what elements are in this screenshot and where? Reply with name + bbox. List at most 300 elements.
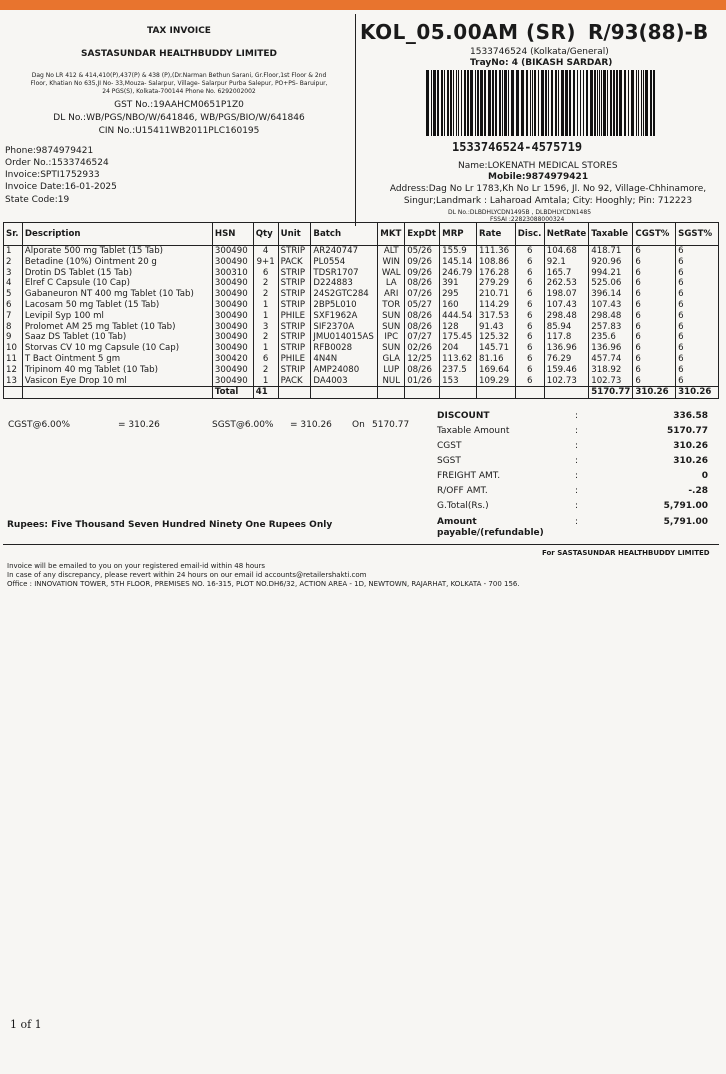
table-cell: 24S2GTC284	[311, 289, 378, 300]
order-center: 1533746524 (Kolkata/General)	[470, 47, 609, 57]
table-row	[4, 268, 719, 279]
table-cell: 2	[253, 332, 278, 343]
column-header: Qty	[253, 223, 278, 246]
table-cell: 10	[4, 343, 23, 354]
barcode-bar	[461, 70, 462, 136]
table-cell: 6	[676, 268, 719, 279]
table-cell: 6	[676, 278, 719, 289]
table-cell: 6	[633, 332, 676, 343]
barcode-bar	[477, 70, 479, 136]
table-cell: Tripinom 40 mg Tablet (10 Tab)	[22, 365, 212, 376]
barcode-bar	[447, 70, 449, 136]
table-cell: 176.28	[477, 268, 516, 279]
table-cell: STRIP	[278, 300, 311, 311]
table-row	[4, 300, 719, 311]
total-cell	[278, 387, 311, 399]
table-cell: 300310	[212, 268, 253, 279]
table-cell: 6	[515, 376, 544, 387]
table-cell: 02/26	[405, 343, 440, 354]
table-cell: 9	[4, 332, 23, 343]
total-label: Total	[212, 387, 253, 399]
table-row	[4, 354, 719, 365]
table-cell: SUN	[378, 311, 405, 322]
barcode-bar	[530, 70, 531, 136]
barcode-bar	[573, 70, 575, 136]
total-cell	[311, 387, 378, 399]
sgst-rate-label: SGST@6.00%	[212, 420, 274, 430]
summary-label: FREIGHT AMT.	[437, 471, 501, 481]
table-cell: 300420	[212, 354, 253, 365]
table-cell: PACK	[278, 376, 311, 387]
table-cell: STRIP	[278, 322, 311, 333]
customer-name: Name:LOKENATH MEDICAL STORES	[458, 161, 618, 171]
barcode-bar	[603, 70, 606, 136]
table-cell: 05/27	[405, 300, 440, 311]
summary-value: 310.26	[673, 441, 708, 451]
table-cell: 81.16	[477, 354, 516, 365]
table-cell: 8	[4, 322, 23, 333]
state-code: State Code:19	[5, 195, 70, 205]
column-header: SGST%	[676, 223, 719, 246]
table-cell: NUL	[378, 376, 405, 387]
table-cell: 145.14	[440, 257, 477, 268]
table-cell: 6	[633, 376, 676, 387]
barcode-bar	[431, 70, 432, 136]
table-header-row	[4, 223, 719, 246]
table-cell: 09/26	[405, 268, 440, 279]
table-cell: 6	[633, 257, 676, 268]
seller-header-block	[3, 14, 356, 226]
table-cell: 6	[633, 278, 676, 289]
page-number: 1 of 1	[10, 1018, 42, 1031]
table-cell: 3	[4, 268, 23, 279]
table-cell: 6	[633, 289, 676, 300]
seller-company-name: SASTASUNDAR HEALTHBUDDY LIMITED	[81, 49, 277, 59]
table-cell: 1	[253, 311, 278, 322]
column-header: HSN	[212, 223, 253, 246]
table-cell: 6	[676, 311, 719, 322]
table-cell: 6	[633, 322, 676, 333]
table-cell: 6	[253, 268, 278, 279]
barcode-bar	[607, 70, 608, 136]
barcode-bar	[433, 70, 436, 136]
table-cell: 136.96	[544, 343, 588, 354]
table-cell: 6	[633, 246, 676, 257]
barcode-bar	[456, 70, 457, 136]
table-cell: SUN	[378, 343, 405, 354]
table-cell: STRIP	[278, 246, 311, 257]
table-cell: Betadine (10%) Ointment 20 g	[22, 257, 212, 268]
items-table-body	[4, 246, 719, 387]
table-cell: 6	[515, 354, 544, 365]
table-cell: 6	[515, 268, 544, 279]
table-cell: IPC	[378, 332, 405, 343]
table-cell: 153	[440, 376, 477, 387]
table-cell: 102.73	[589, 376, 633, 387]
table-cell: 114.29	[477, 300, 516, 311]
barcode-bar	[601, 70, 602, 136]
barcode-bar	[594, 70, 596, 136]
order-no: Order No.:1533746524	[5, 158, 109, 168]
table-cell: 6	[253, 354, 278, 365]
barcode-bar	[538, 70, 539, 136]
for-company-signature: For SASTASUNDAR HEALTHBUDDY LIMITED	[542, 549, 710, 557]
invoice-date: Invoice Date:16-01-2025	[5, 182, 117, 192]
table-cell: SUN	[378, 322, 405, 333]
table-cell: 418.71	[589, 246, 633, 257]
table-cell: 300490	[212, 246, 253, 257]
total-cell	[22, 387, 212, 399]
table-row	[4, 343, 719, 354]
total-taxable: 5170.77	[589, 387, 633, 399]
barcode-bar	[511, 70, 514, 136]
table-cell: Prolomet AM 25 mg Tablet (10 Tab)	[22, 322, 212, 333]
summary-label: SGST	[437, 456, 461, 466]
table-cell: 155.9	[440, 246, 477, 257]
barcode-bar	[534, 70, 536, 136]
table-cell: Alporate 500 mg Tablet (15 Tab)	[22, 246, 212, 257]
table-cell: AMP24080	[311, 365, 378, 376]
divider	[3, 544, 719, 545]
table-cell: 6	[633, 365, 676, 376]
barcode-bar	[484, 70, 486, 136]
sgst-amount: = 310.26	[290, 420, 332, 430]
customer-address	[380, 183, 716, 207]
table-cell: 391	[440, 278, 477, 289]
table-cell: Saaz DS Tablet (10 Tab)	[22, 332, 212, 343]
barcode-bar	[499, 70, 501, 136]
table-cell: 128	[440, 322, 477, 333]
table-cell: 444.54	[440, 311, 477, 322]
barcode-bar	[558, 70, 559, 136]
table-cell: 85.94	[544, 322, 588, 333]
table-cell: JMU014015AS	[311, 332, 378, 343]
table-cell: 6	[676, 300, 719, 311]
table-cell: 107.43	[544, 300, 588, 311]
table-cell: 6	[676, 246, 719, 257]
barcode-bar	[453, 70, 454, 136]
table-cell: 2	[253, 278, 278, 289]
barcode-bar	[616, 70, 618, 136]
table-cell: 76.29	[544, 354, 588, 365]
total-cell	[515, 387, 544, 399]
table-cell: 4	[253, 246, 278, 257]
barcode-bar	[532, 70, 533, 136]
table-cell: 9+1	[253, 257, 278, 268]
table-cell: 6	[515, 365, 544, 376]
table-cell: TOR	[378, 300, 405, 311]
table-cell: 198.07	[544, 289, 588, 300]
summary-label: CGST	[437, 441, 462, 451]
table-cell: 11	[4, 354, 23, 365]
route-label: KOL_05.00AM (SR)	[360, 20, 577, 44]
table-cell: 300490	[212, 257, 253, 268]
table-cell: 257.83	[589, 322, 633, 333]
table-cell: 165.7	[544, 268, 588, 279]
customer-fssai: FSSAI :22823088000324	[490, 216, 565, 223]
seller-address	[3, 72, 355, 96]
table-cell: 6	[633, 268, 676, 279]
summary-label: G.Total(Rs.)	[437, 501, 489, 511]
table-cell: 317.53	[477, 311, 516, 322]
table-cell: 300490	[212, 311, 253, 322]
table-cell: 169.64	[477, 365, 516, 376]
seller-address-line: Floor, Khatian No 635,JI No- 33,Mouza- Salarpur, Village- Salarpur Purba Salepur, PO+PS- Baruipur,	[30, 80, 328, 87]
total-cell	[4, 387, 23, 399]
seller-address-line: Dag No LR 412 & 414,410(P),437(P) & 438 (P),(Dr.Narman Bethun Sarani, Gr.Floor,1st Floor & 2nd	[31, 72, 327, 79]
table-cell: Vasicon Eye Drop 10 ml	[22, 376, 212, 387]
table-row	[4, 289, 719, 300]
cgst-rate-label: CGST@6.00%	[8, 420, 71, 430]
barcode-bar	[492, 70, 494, 136]
table-cell: 3	[253, 322, 278, 333]
summary-colon: :	[575, 486, 579, 496]
table-cell: 6	[515, 343, 544, 354]
table-row	[4, 376, 719, 387]
table-cell: 6	[4, 300, 23, 311]
table-cell: 300490	[212, 300, 253, 311]
barcode-bar	[613, 70, 615, 136]
summary-colon: :	[575, 517, 579, 527]
summary-value: 310.26	[673, 456, 708, 466]
table-cell: 6	[633, 354, 676, 365]
barcode-bar	[653, 70, 655, 136]
table-cell: 2BP5L010	[311, 300, 378, 311]
table-cell: 6	[676, 257, 719, 268]
barcode-bar	[526, 70, 528, 136]
table-cell: TDSR1707	[311, 268, 378, 279]
total-cell	[405, 387, 440, 399]
barcode-bar	[516, 70, 519, 136]
phone: Phone:9874979421	[5, 146, 94, 156]
table-cell: 262.53	[544, 278, 588, 289]
barcode-bar	[504, 70, 507, 136]
barcode-bar	[541, 70, 544, 136]
summary-value: 5,791.00	[663, 501, 708, 511]
table-cell: 91.43	[477, 322, 516, 333]
barcode-bar	[577, 70, 578, 136]
table-cell: 235.6	[589, 332, 633, 343]
seller-address-line: 24 PGS(S), Kolkata-700144 Phone No. 6292002002	[102, 88, 256, 95]
office-address: Office : INNOVATION TOWER, 5TH FLOOR, PREMISES NO. 16-315, PLOT NO.DH6/32, ACTION AREA - 1D, NEWTOWN, RAJARHAT, KOLKATA - 700 156.	[7, 580, 520, 588]
barcode-bar	[495, 70, 497, 136]
table-row	[4, 365, 719, 376]
column-header: Description	[22, 223, 212, 246]
table-cell: 125.32	[477, 332, 516, 343]
table-cell: PHILE	[278, 354, 311, 365]
table-cell: 6	[633, 311, 676, 322]
table-cell: STRIP	[278, 278, 311, 289]
table-cell: 300490	[212, 278, 253, 289]
table-cell: ALT	[378, 246, 405, 257]
barcode-bar	[636, 70, 637, 136]
table-cell: ARI	[378, 289, 405, 300]
barcode-bar	[502, 70, 503, 136]
tray-no: TrayNo: 4 (BIKASH SARDAR)	[470, 58, 613, 68]
table-cell: 08/26	[405, 278, 440, 289]
barcode-bar	[470, 70, 473, 136]
column-header: Rate	[477, 223, 516, 246]
table-cell: 175.45	[440, 332, 477, 343]
table-row	[4, 246, 719, 257]
seller-dl-no: DL No.:WB/PGS/NBO/W/641846, WB/PGS/BIO/W/641846	[53, 113, 305, 123]
barcode-bar	[561, 70, 564, 136]
table-row	[4, 311, 719, 322]
table-cell: 300490	[212, 322, 253, 333]
on-amount: 5170.77	[372, 420, 410, 430]
barcode-bar	[619, 70, 622, 136]
table-cell: Gabaneuron NT 400 mg Tablet (10 Tab)	[22, 289, 212, 300]
table-cell: 210.71	[477, 289, 516, 300]
barcode-bar	[631, 70, 634, 136]
barcode-bar	[475, 70, 476, 136]
summary-label: Amount payable/(refundable)	[437, 517, 544, 538]
customer-mobile: Mobile:9874979421	[488, 172, 589, 182]
barcode-bar	[521, 70, 524, 136]
table-cell: 07/27	[405, 332, 440, 343]
table-cell: 102.73	[544, 376, 588, 387]
summary-label: R/OFF AMT.	[437, 486, 488, 496]
summary-value: -.28	[688, 486, 708, 496]
table-cell: 6	[676, 376, 719, 387]
barcode-bar	[569, 70, 571, 136]
table-cell: LA	[378, 278, 405, 289]
top-edge-strip	[0, 0, 726, 10]
total-cell	[378, 387, 405, 399]
barcode-bar	[548, 70, 549, 136]
customer-address-line: Singur;Landmark : Laharoad Amtala; City: Hooghly; Pin: 712223	[403, 196, 693, 206]
column-header: Disc.	[515, 223, 544, 246]
table-cell: 1	[4, 246, 23, 257]
column-header: Taxable	[589, 223, 633, 246]
table-cell: 994.21	[589, 268, 633, 279]
table-cell: 136.96	[589, 343, 633, 354]
table-cell: 5	[4, 289, 23, 300]
table-cell: 117.8	[544, 332, 588, 343]
barcode-bar	[508, 70, 509, 136]
table-cell: WIN	[378, 257, 405, 268]
table-cell: DA4003	[311, 376, 378, 387]
document-type-title: TAX INVOICE	[147, 26, 211, 36]
table-cell: PL0554	[311, 257, 378, 268]
summary-colon: :	[575, 456, 579, 466]
table-cell: 4	[4, 278, 23, 289]
summary-colon: :	[575, 501, 579, 511]
barcode-bar	[643, 70, 644, 136]
table-cell: 6	[515, 332, 544, 343]
table-cell: 1	[253, 300, 278, 311]
amount-in-words: Rupees: Five Thousand Seven Hundred Ninety One Rupees Only	[7, 520, 333, 530]
footer-note: Invoice will be emailed to you on your registered email-id within 48 hours	[7, 562, 266, 570]
column-header: Unit	[278, 223, 311, 246]
table-cell: Lacosam 50 mg Tablet (15 Tab)	[22, 300, 212, 311]
table-cell: 08/26	[405, 365, 440, 376]
table-cell: 6	[515, 289, 544, 300]
table-total-row	[4, 387, 719, 399]
table-cell: 6	[676, 354, 719, 365]
table-cell: 237.5	[440, 365, 477, 376]
table-cell: 6	[515, 311, 544, 322]
table-cell: 6	[515, 246, 544, 257]
table-cell: 159.46	[544, 365, 588, 376]
barcode-image	[426, 70, 658, 136]
table-cell: 300490	[212, 376, 253, 387]
on-label: On	[352, 420, 365, 430]
barcode-bar	[624, 70, 626, 136]
total-cell	[544, 387, 588, 399]
barcode-bar	[586, 70, 588, 136]
table-cell: 05/26	[405, 246, 440, 257]
summary-value: 5170.77	[667, 426, 708, 436]
summary-label: DISCOUNT	[437, 411, 490, 421]
table-cell: 2	[253, 289, 278, 300]
table-cell: 09/26	[405, 257, 440, 268]
table-cell: 12/25	[405, 354, 440, 365]
barcode-bar	[565, 70, 568, 136]
barcode-bar	[426, 70, 429, 136]
barcode-bar	[437, 70, 439, 136]
table-cell: SIF2370A	[311, 322, 378, 333]
table-cell: 111.36	[477, 246, 516, 257]
column-header: Batch	[311, 223, 378, 246]
barcode-bar	[551, 70, 553, 136]
table-cell: 13	[4, 376, 23, 387]
barcode-bar	[467, 70, 469, 136]
table-cell: 204	[440, 343, 477, 354]
summary-label: Taxable Amount	[437, 426, 510, 436]
barcode-bar	[545, 70, 547, 136]
customer-address-line: Address:Dag No Lr 1783,Kh No Lr 1596, Jl. No 92, Village-Chhinamore,	[389, 184, 707, 194]
table-cell: 08/26	[405, 311, 440, 322]
table-cell: 6	[676, 289, 719, 300]
table-cell: 246.79	[440, 268, 477, 279]
summary-value: 0	[701, 471, 708, 481]
table-cell: 6	[676, 332, 719, 343]
table-cell: 300490	[212, 343, 253, 354]
table-cell: GLA	[378, 354, 405, 365]
table-cell: STRIP	[278, 268, 311, 279]
table-cell: 6	[515, 322, 544, 333]
barcode-bar	[441, 70, 443, 136]
table-cell: 1	[253, 343, 278, 354]
table-cell: Storvas CV 10 mg Capsule (10 Cap)	[22, 343, 212, 354]
table-cell: 300490	[212, 332, 253, 343]
barcode-number: 1533746524-4575719	[452, 140, 583, 154]
barcode-bar	[583, 70, 584, 136]
table-cell: 1	[253, 376, 278, 387]
table-cell: 145.71	[477, 343, 516, 354]
table-cell: STRIP	[278, 289, 311, 300]
total-cell	[477, 387, 516, 399]
footer-note: In case of any discrepancy, please revert within 24 hours on our email id accounts@retailershakti.com	[7, 571, 367, 579]
barcode-bar	[444, 70, 445, 136]
customer-dl-no: DL No.:DLBDHLYCDN1495B , DLBDHLYCDN1485	[448, 209, 592, 216]
table-cell: D224883	[311, 278, 378, 289]
table-cell: 6	[676, 365, 719, 376]
table-cell: 295	[440, 289, 477, 300]
seller-gst-no: GST No.:19AAHCM0651P1Z0	[114, 100, 244, 110]
total-sgst: 310.26	[676, 387, 719, 399]
barcode-bar	[610, 70, 612, 136]
column-header: MKT	[378, 223, 405, 246]
table-cell: Elref C Capsule (10 Cap)	[22, 278, 212, 289]
table-cell: 300490	[212, 365, 253, 376]
total-qty: 41	[253, 387, 278, 399]
table-cell: WAL	[378, 268, 405, 279]
column-header: Sr.	[4, 223, 23, 246]
barcode-bar	[580, 70, 581, 136]
table-cell: 396.14	[589, 289, 633, 300]
